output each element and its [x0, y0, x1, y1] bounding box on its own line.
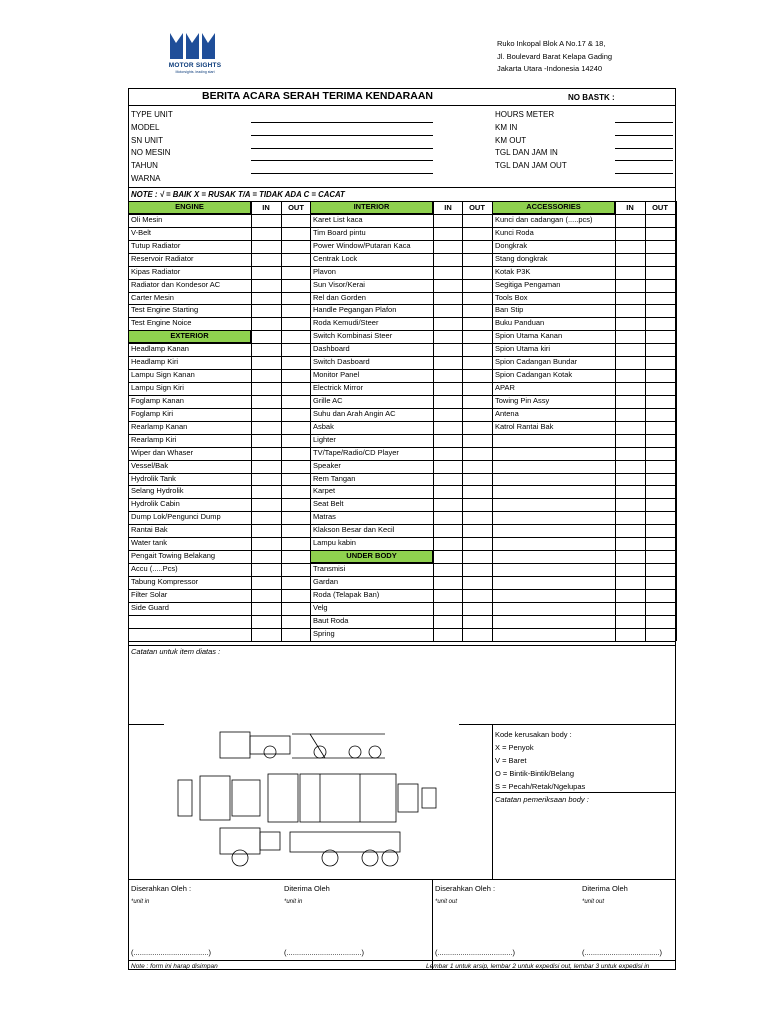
field-input-line[interactable]: [251, 173, 433, 174]
field-label: NO MESIN: [131, 148, 171, 158]
row-divider: [128, 485, 676, 486]
row-divider: [128, 356, 676, 357]
checklist-item: Hydrolik Tank: [131, 473, 176, 483]
section-header: UNDER BODY: [310, 550, 433, 563]
address-line: Ruko Inkopal Blok A No.17 & 18,: [497, 39, 606, 48]
checklist-item: Vessel/Bak: [131, 460, 169, 470]
checklist-item: Towing Pin Assy: [495, 395, 550, 405]
checklist-item: Reservoir Radiator: [131, 253, 194, 263]
field-label: KM OUT: [495, 135, 527, 145]
checklist-item: Katrol Rantai Bak: [495, 421, 554, 431]
checklist-item: Tim Board pintu: [313, 227, 366, 237]
checklist-item: Matras: [313, 512, 336, 522]
row-divider: [128, 589, 676, 590]
notes-label: Catatan untuk item diatas :: [131, 647, 221, 656]
address-line: Jakarta Utara -Indonesia 14240: [497, 64, 603, 73]
signature-label: Diserahkan Oleh :: [131, 884, 192, 893]
logo-name: MOTOR SIGHTS: [168, 62, 222, 69]
field-input-line[interactable]: [251, 122, 433, 123]
row-divider: [128, 201, 676, 202]
checklist-item: Lampu kabin: [313, 538, 356, 548]
signature-sub: *unit in: [131, 899, 150, 905]
truck-body-diagram: [160, 728, 460, 878]
row-divider: [128, 214, 676, 215]
form-title: BERITA ACARA SERAH TERIMA KENDARAAN: [202, 90, 433, 102]
row-divider: [128, 292, 676, 293]
section-header: EXTERIOR: [128, 330, 251, 343]
checklist-item: Pengait Towing Belakang: [131, 551, 216, 561]
checklist-item: Monitor Panel: [313, 370, 360, 380]
checklist-item: Transmisi: [313, 564, 346, 574]
checklist-item: Centrak Lock: [313, 253, 358, 263]
checklist-item: Carter Mesin: [131, 292, 174, 302]
row-divider: [128, 304, 676, 305]
checklist-item: Rem Tangan: [313, 473, 356, 483]
checklist-item: Karpet: [313, 486, 336, 496]
signature-sub: *unit out: [435, 899, 458, 905]
checklist-item: Roda Kemudi/Steer: [313, 318, 379, 328]
row-divider: [128, 602, 676, 603]
checklist-item: Side Guard: [131, 602, 169, 612]
row-divider: [128, 537, 676, 538]
column-header: OUT: [652, 203, 668, 212]
checklist-item: Spring: [313, 628, 335, 638]
column-divider: [462, 201, 463, 641]
checklist-item: Wiper dan Whaser: [131, 447, 194, 457]
checklist-item: Dongkrak: [495, 240, 528, 250]
checklist-item: Switch Dasboard: [313, 357, 370, 367]
column-header: IN: [444, 203, 452, 212]
footer-copies-note: Lembar 1 untuk arsip, lembar 2 untuk expedisi out, lembar 3 untuk expedisi in: [426, 963, 650, 970]
field-input-line[interactable]: [251, 148, 433, 149]
damage-code-title: Kode kerusakan body :: [495, 730, 572, 739]
checklist-item: Selang Hydrolik: [131, 486, 184, 496]
section-header: ACCESSORIES: [492, 201, 615, 214]
field-label: TAHUN: [131, 161, 158, 171]
column-divider: [645, 201, 646, 641]
checklist-item: Dump Lok/Pengunci Dump: [131, 512, 221, 522]
field-label: SN UNIT: [131, 135, 163, 145]
column-header: IN: [262, 203, 270, 212]
field-label: HOURS METER: [495, 110, 555, 119]
row-divider: [128, 473, 676, 474]
checklist-item: Klakson Besar dan Kecil: [313, 525, 395, 535]
row-divider: [128, 317, 676, 318]
row-divider: [128, 524, 676, 525]
no-bastk-label: NO BASTK :: [568, 93, 615, 102]
checklist-item: Water tank: [131, 538, 167, 548]
column-divider: [281, 201, 282, 641]
checklist-item: Buku Panduan: [495, 318, 545, 328]
checklist-item: Roda (Telapak Ban): [313, 589, 380, 599]
checklist-item: Spion Cadangan Bundar: [495, 357, 578, 367]
checklist-item: APAR: [495, 383, 515, 393]
checklist-item: Dashboard: [313, 344, 350, 354]
damage-code-box: [495, 728, 585, 793]
footer-note: Note : form ini harap disimpan: [131, 963, 218, 970]
field-input-line[interactable]: [615, 148, 673, 149]
column-divider: [128, 201, 129, 641]
row-divider: [128, 563, 676, 564]
column-header: IN: [626, 203, 634, 212]
checklist-item: Karet List kaca: [313, 214, 363, 224]
column-divider: [676, 201, 677, 641]
checklist-item: V-Belt: [131, 227, 152, 237]
row-divider: [128, 498, 676, 499]
column-divider: [492, 201, 493, 641]
row-divider: [128, 343, 676, 344]
checklist-item: Kipas Radiator: [131, 266, 181, 276]
checklist-item: Test Engine Starting: [131, 305, 199, 315]
checklist-item: Filter Solar: [131, 589, 168, 599]
field-label: TYPE UNIT: [131, 110, 173, 119]
field-input-line[interactable]: [615, 122, 673, 123]
checklist-item: Oli Mesin: [131, 214, 163, 224]
row-divider: [128, 266, 676, 267]
checklist-item: Rearlamp Kiri: [131, 434, 177, 444]
checklist-item: Test Engine Noice: [131, 318, 192, 328]
column-divider: [251, 201, 252, 641]
signature-label: Diterima Oleh: [582, 884, 628, 893]
checklist-item: TV/Tape/Radio/CD Player: [313, 447, 399, 457]
address-line: Jl. Boulevard Barat Kelapa Gading: [497, 51, 613, 61]
field-input-line[interactable]: [615, 135, 673, 136]
checklist-item: Headlamp Kanan: [131, 344, 189, 354]
row-divider: [128, 615, 676, 616]
section-header: ENGINE: [128, 201, 251, 214]
checklist-item: Electrick Mirror: [313, 383, 363, 393]
checklist-item: Segitiga Pengaman: [495, 279, 561, 289]
checklist-item: Rearlamp Kanan: [131, 421, 188, 431]
checklist-item: Tabung Kompressor: [131, 576, 199, 586]
row-divider: [128, 576, 676, 577]
signature-label: Diserahkan Oleh :: [435, 884, 496, 893]
field-label: KM IN: [495, 122, 518, 132]
checklist-item: Spion Cadangan Kotak: [495, 370, 573, 380]
checklist-item: Lampu Sign Kiri: [131, 383, 184, 393]
row-divider: [128, 382, 676, 383]
column-divider: [433, 201, 434, 641]
signature-sub: *unit in: [284, 899, 303, 905]
row-divider: [128, 434, 676, 435]
damage-code-item: X = Penyok: [495, 743, 534, 752]
row-divider: [128, 641, 676, 642]
field-label: TGL DAN JAM IN: [495, 148, 558, 158]
logo-tagline: Motorsights. leading start: [175, 70, 215, 74]
signature-blank[interactable]: (....................................): [435, 948, 516, 957]
checklist-item: Gardan: [313, 576, 339, 586]
row-divider: [128, 369, 676, 370]
checklist-item: Tutup Radiator: [131, 240, 181, 250]
row-divider: [128, 395, 676, 396]
checklist-item: Velg: [313, 602, 328, 612]
company-address: [497, 38, 612, 76]
checklist-item: Spion Utama Kanan: [495, 331, 563, 341]
checklist-item: Rel dan Gorden: [313, 292, 366, 302]
checklist-item: Kunci Roda: [495, 227, 534, 237]
signature-blank[interactable]: (....................................): [582, 948, 663, 957]
signature-label: Diterima Oleh: [284, 884, 330, 893]
row-divider: [128, 253, 676, 254]
checklist-item: Ban Stip: [495, 305, 524, 315]
checklist-item: Spion Utama kiri: [495, 344, 551, 354]
checklist-item: Sun Visor/Kerai: [313, 279, 365, 289]
field-input-line[interactable]: [251, 135, 433, 136]
checklist-item: Tools Box: [495, 292, 528, 302]
field-input-line[interactable]: [251, 160, 433, 161]
checklist-item: Kotak P3K: [495, 266, 531, 276]
checklist-item: Speaker: [313, 460, 341, 470]
checklist-item: Rantai Bak: [131, 525, 168, 535]
checklist-item: Asbak: [313, 421, 334, 431]
checklist-item: Grille AC: [313, 395, 343, 405]
checklist-item: Foglamp Kanan: [131, 395, 184, 405]
checklist-item: Seat Belt: [313, 499, 344, 509]
row-divider: [128, 628, 676, 629]
legend-note: NOTE : √ = BAIK X = RUSAK T/A = TIDAK ADA C = CACAT: [131, 190, 345, 199]
column-divider: [615, 201, 616, 641]
damage-code-item: O = Bintik-Bintik/Belang: [495, 769, 574, 778]
checklist-item: Kunci dan cadangan (.....pcs): [495, 214, 593, 224]
field-label: TGL DAN JAM OUT: [495, 161, 567, 171]
row-divider: [128, 408, 676, 409]
checklist-item: Hydrolik Cabin: [131, 499, 180, 509]
row-divider: [128, 460, 676, 461]
field-input-line[interactable]: [615, 160, 673, 161]
row-divider: [128, 227, 676, 228]
body-notes-label: Catatan pemeriksaan body :: [495, 795, 589, 804]
checklist-item: Stang dongkrak: [495, 253, 548, 263]
checklist-item: Radiator dan Kondesor AC: [131, 279, 221, 289]
damage-code-item: S = Pecah/Retak/Ngelupas: [495, 782, 586, 791]
checklist-item: Switch Kombinasi Steer: [313, 331, 393, 341]
signature-sub: *unit out: [582, 899, 605, 905]
signature-blank[interactable]: (....................................): [284, 948, 365, 957]
column-divider: [310, 201, 311, 641]
row-divider: [128, 447, 676, 448]
field-label: WARNA: [131, 174, 161, 183]
checklist-item: Antena: [495, 408, 519, 418]
row-divider: [128, 421, 676, 422]
field-input-line[interactable]: [615, 173, 673, 174]
signature-blank[interactable]: (....................................): [131, 948, 212, 957]
checklist-item: Suhu dan Arah Angin AC: [313, 408, 396, 418]
column-header: OUT: [288, 203, 304, 212]
damage-code-item: V = Baret: [495, 756, 527, 765]
field-label: MODEL: [131, 122, 160, 132]
checklist-item: Power Window/Putaran Kaca: [313, 240, 411, 250]
checklist-item: Lampu Sign Kanan: [131, 370, 195, 380]
checklist-item: Headlamp Kiri: [131, 357, 179, 367]
checklist-item: Handle Pegangan Plafon: [313, 305, 397, 315]
section-header: INTERIOR: [310, 201, 433, 214]
checklist-item: Foglamp Kiri: [131, 408, 174, 418]
checklist-item: Lighter: [313, 434, 336, 444]
checklist-item: Plavon: [313, 266, 336, 276]
checklist-item: Accu (.....Pcs): [131, 564, 178, 574]
checklist-item: Baut Roda: [313, 615, 349, 625]
column-header: OUT: [469, 203, 485, 212]
